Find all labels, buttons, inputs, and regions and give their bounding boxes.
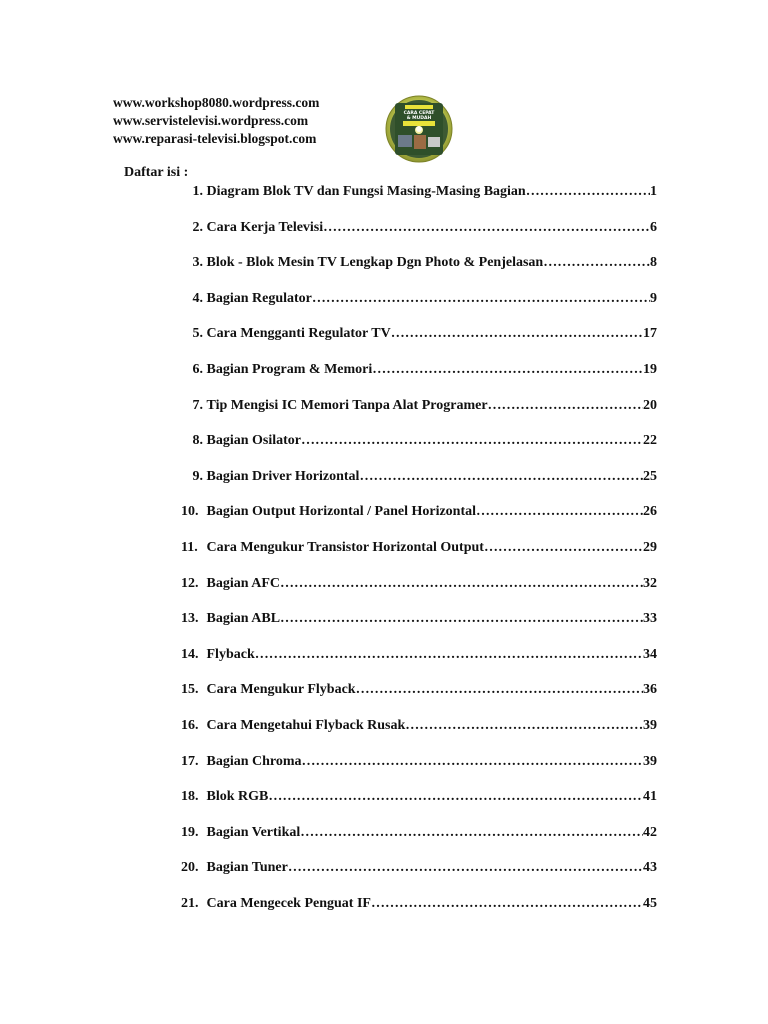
toc-entry[interactable] <box>181 717 657 753</box>
toc-entry-number: 8. <box>192 433 203 449</box>
website-link[interactable]: www.workshop8080.wordpress.com <box>113 95 320 110</box>
toc-entry-page-number: 22 <box>643 433 657 449</box>
toc-dot-leader <box>280 575 643 593</box>
toc-entry-title: Cara Mengetahui Flyback Rusak <box>206 717 406 733</box>
table-of-contents <box>181 183 657 930</box>
toc-entry[interactable] <box>181 859 657 895</box>
toc-entry[interactable] <box>181 290 657 326</box>
toc-entry-page-number: 29 <box>643 539 657 555</box>
toc-entry-page-number: 20 <box>643 397 657 413</box>
toc-entry-page-number: 17 <box>643 326 657 342</box>
toc-entry[interactable] <box>181 681 657 717</box>
toc-entry-page-number: 6 <box>650 219 657 235</box>
toc-entry[interactable] <box>181 325 657 361</box>
toc-entry-number: 20. <box>181 860 199 876</box>
cd-disc-icon <box>385 95 453 163</box>
toc-entry-title: Bagian Vertikal <box>206 824 301 840</box>
toc-dot-leader <box>356 681 643 699</box>
toc-entry[interactable] <box>181 539 657 575</box>
toc-dot-leader <box>488 397 643 415</box>
toc-entry-title: Blok RGB <box>206 789 269 805</box>
toc-entry[interactable] <box>181 468 657 504</box>
toc-entry-number: 9. <box>192 468 203 484</box>
toc-entry-title: Bagian ABL <box>206 611 281 627</box>
toc-dot-leader <box>255 646 643 664</box>
toc-entry-title: Blok - Blok Mesin TV Lengkap Dgn Photo & Penjelasan <box>206 255 544 271</box>
toc-entry-page-number: 45 <box>643 895 657 911</box>
toc-entry-page-number: 9 <box>650 290 657 306</box>
toc-entry-number: 10. <box>181 504 199 520</box>
toc-entry[interactable] <box>181 824 657 860</box>
toc-entry-number: 1. <box>192 184 203 199</box>
toc-entry-title: Cara Mengecek Penguat IF <box>206 895 371 911</box>
toc-dot-leader <box>323 219 650 237</box>
website-list <box>113 94 319 148</box>
toc-dot-leader <box>288 859 643 877</box>
toc-entry-page-number: 26 <box>643 504 657 520</box>
toc-entry-title: Bagian Chroma <box>206 753 302 769</box>
toc-entry[interactable] <box>181 432 657 468</box>
toc-heading: Daftar isi : <box>124 165 189 180</box>
toc-dot-leader <box>476 503 643 521</box>
cd-cover-image <box>385 95 453 163</box>
toc-entry-title: Bagian Output Horizontal / Panel Horizontal <box>206 504 477 520</box>
toc-entry-page-number: 32 <box>643 575 657 591</box>
toc-dot-leader <box>543 254 650 272</box>
toc-entry[interactable] <box>181 610 657 646</box>
toc-entry-number: 19. <box>181 824 199 840</box>
toc-dot-leader <box>391 325 643 343</box>
toc-entry-title: Bagian Regulator <box>206 290 312 306</box>
toc-entry[interactable] <box>181 575 657 611</box>
toc-entry[interactable] <box>181 895 657 931</box>
toc-dot-leader <box>300 824 643 842</box>
toc-entry[interactable] <box>181 254 657 290</box>
toc-dot-leader <box>359 468 643 486</box>
toc-dot-leader <box>312 290 650 308</box>
toc-entry-number: 2. <box>192 219 203 235</box>
toc-entry-page-number: 25 <box>643 468 657 484</box>
toc-entry-title: Cara Kerja Televisi <box>206 219 324 235</box>
toc-entry-number: 6. <box>192 361 203 377</box>
toc-entry-title: Bagian Driver Horizontal <box>206 468 360 484</box>
toc-entry-page-number: 42 <box>643 824 657 840</box>
toc-entry-title: Bagian Osilator <box>206 433 302 449</box>
toc-entry-number: 21. <box>181 895 199 911</box>
toc-entry[interactable] <box>181 219 657 255</box>
toc-entry-title: Bagian AFC <box>206 575 281 591</box>
toc-dot-leader <box>372 361 643 379</box>
cover-title-line1: CARA CEPAT <box>403 111 435 116</box>
toc-entry-number: 16. <box>181 717 199 733</box>
toc-entry[interactable] <box>181 397 657 433</box>
toc-dot-leader <box>302 753 643 771</box>
toc-entry-number: 18. <box>181 789 199 805</box>
toc-entry[interactable] <box>181 646 657 682</box>
toc-entry-page-number: 1 <box>650 184 657 199</box>
toc-dot-leader <box>371 895 643 913</box>
toc-entry-title: Flyback <box>206 646 255 662</box>
toc-entry-number: 4. <box>192 290 203 306</box>
toc-entry-number: 12. <box>181 575 199 591</box>
toc-entry-number: 14. <box>181 646 199 662</box>
toc-entry-number: 3. <box>192 255 203 271</box>
toc-entry-page-number: 33 <box>643 611 657 627</box>
toc-dot-leader <box>484 539 643 557</box>
toc-entry-page-number: 39 <box>643 717 657 733</box>
toc-dot-leader <box>301 432 643 450</box>
toc-dot-leader <box>280 610 643 628</box>
toc-entry-title: Cara Mengganti Regulator TV <box>206 326 391 342</box>
toc-entry-page-number: 41 <box>643 789 657 805</box>
toc-entry[interactable] <box>181 503 657 539</box>
toc-entry-number: 13. <box>181 611 199 627</box>
toc-entry-number: 17. <box>181 753 199 769</box>
toc-entry-title: Diagram Blok TV dan Fungsi Masing-Masing Bagian <box>206 184 526 199</box>
toc-entry-title: Tip Mengisi IC Memori Tanpa Alat Programer <box>206 397 488 413</box>
toc-entry-title: Bagian Program & Memori <box>206 361 373 377</box>
toc-dot-leader <box>268 788 643 806</box>
toc-entry-title: Cara Mengukur Flyback <box>206 682 356 698</box>
website-link[interactable]: www.reparasi-televisi.blogspot.com <box>113 131 317 146</box>
cover-title-line2: & MUDAH <box>406 116 432 121</box>
toc-entry-number: 5. <box>192 326 203 342</box>
toc-entry-number: 15. <box>181 682 199 698</box>
toc-entry-page-number: 36 <box>643 682 657 698</box>
toc-entry-page-number: 8 <box>650 255 657 271</box>
toc-entry[interactable] <box>181 361 657 397</box>
toc-entry[interactable] <box>181 753 657 789</box>
toc-entry-page-number: 43 <box>643 860 657 876</box>
toc-entry-page-number: 34 <box>643 646 657 662</box>
toc-entry-number: 11. <box>181 539 198 555</box>
website-link[interactable]: www.servistelevisi.wordpress.com <box>113 113 309 128</box>
toc-entry-number: 7. <box>192 397 203 413</box>
toc-entry-page-number: 19 <box>643 361 657 377</box>
toc-dot-leader <box>405 717 643 735</box>
toc-entry-title: Bagian Tuner <box>206 860 288 876</box>
toc-entry-title: Cara Mengukur Transistor Horizontal Output <box>206 539 484 555</box>
toc-entry[interactable] <box>181 183 657 219</box>
toc-entry-page-number: 39 <box>643 753 657 769</box>
toc-entry[interactable] <box>181 788 657 824</box>
toc-dot-leader <box>526 183 650 201</box>
